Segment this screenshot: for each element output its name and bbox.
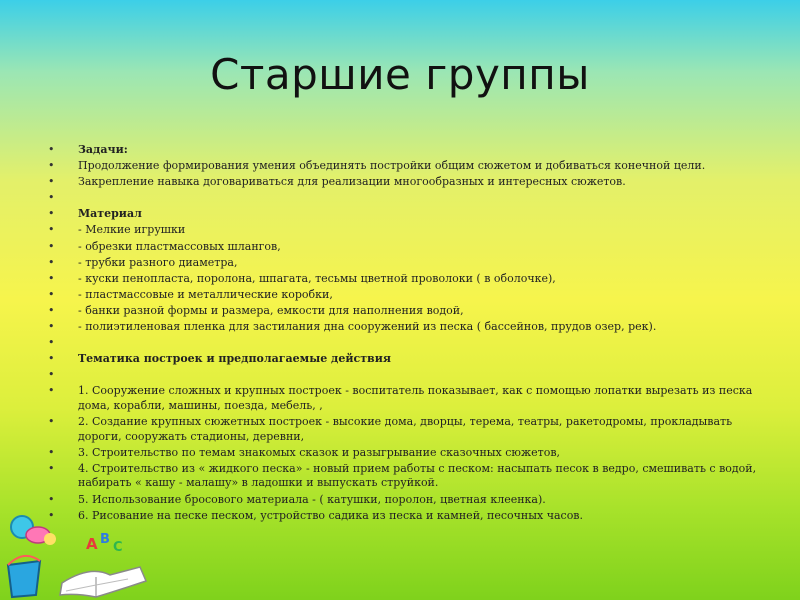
bullet-item: [48, 207, 768, 222]
bullet-text: - трубки разного диаметра,: [78, 255, 238, 269]
bullet-text: Закрепление навыка договариваться для реализации многообразных и интересных сюжетов.: [78, 175, 626, 189]
bullet-item: [48, 191, 768, 206]
bullet-text: Тематика построек и предполагаемые действия: [78, 352, 391, 366]
bullet-text: Продолжение формирования умения объединять постройки общим сюжетом и добиваться конечной цели.: [78, 159, 706, 173]
bullet-item: [48, 415, 768, 444]
bullet-text: - обрезки пластмассовых шлангов,: [78, 239, 281, 253]
letter-a: A: [86, 535, 98, 553]
bullet-text: [78, 191, 768, 206]
bullet-marker: •: [48, 175, 55, 189]
bullet-text: - полиэтиленовая пленка для застилания дна сооружений из песка ( бассейнов, прудов озер, рек).: [78, 320, 657, 334]
bullet-item: [48, 446, 768, 461]
bullet-marker: •: [48, 352, 55, 366]
bullet-marker: •: [48, 255, 55, 269]
bullet-item: [48, 223, 768, 238]
letter-c: C: [113, 540, 123, 555]
bullet-marker: •: [48, 207, 55, 221]
sandbox-clipart: [0, 505, 160, 600]
bullet-item: [48, 462, 768, 491]
bullet-text: 4. Строительство из « жидкого песка» - новый прием работы с песком: насыпать песок в ведро, смешивать с водой, набирать « кашу - малашу» в ладошки и выпускать струйкой.: [78, 461, 757, 490]
slide-title: Старшие группы: [210, 50, 590, 99]
bullet-item: [48, 175, 768, 190]
bullet-text: 6. Рисование на песке песком, устройство садика из песка и камней, песочных часов.: [78, 508, 584, 522]
bullet-text: 3. Строительство по темам знакомых сказок и разыгрывание сказочных сюжетов,: [78, 445, 561, 459]
bullet-item: [48, 304, 768, 319]
bullet-marker: •: [48, 159, 55, 173]
bullet-item: [48, 272, 768, 287]
bullet-marker: •: [48, 303, 55, 317]
bullet-item: [48, 368, 768, 383]
bullet-marker: •: [48, 239, 55, 253]
bullet-marker: •: [48, 508, 55, 522]
bullet-text: - пластмассовые и металлические коробки,: [78, 287, 333, 301]
bullet-marker: •: [48, 320, 55, 334]
bullet-item: [48, 384, 768, 413]
bullet-text: [78, 368, 768, 383]
bullet-marker: •: [48, 191, 55, 205]
bullet-marker: •: [48, 143, 55, 156]
bullet-text: 1. Сооружение сложных и крупных построек - воспитатель показывает, как с помощью лопатки вырезать из песка дома, корабли, машины, поезда, мебель, ,: [78, 384, 753, 412]
bullet-item: [48, 320, 768, 335]
bullet-item: [48, 256, 768, 271]
bullet-item: [48, 288, 768, 303]
bullet-item: [48, 143, 768, 158]
bullet-item: [48, 240, 768, 255]
bullet-item: [48, 336, 768, 351]
bullet-text: - куски пенопласта, поролона, шпагата, тесьмы цветной проволоки ( в оболочке),: [78, 271, 556, 285]
open-book-icon: [60, 567, 146, 597]
bullet-marker: •: [48, 336, 55, 350]
bullet-marker: •: [48, 223, 55, 237]
bucket-icon: [8, 556, 40, 597]
bullet-marker: •: [48, 492, 55, 506]
bullet-text: 2. Создание крупных сюжетных построек - высокие дома, дворцы, терема, театры, ракетодромы, прокладывать дороги, сооружать стадионы, деревни,: [78, 415, 733, 443]
bullet-text: [78, 336, 768, 351]
bullet-marker: •: [48, 415, 55, 429]
bullet-text: Задачи:: [78, 143, 128, 156]
pacifier-icon: [11, 516, 56, 545]
letter-b: B: [100, 532, 110, 547]
abc-letters-icon: [86, 532, 123, 555]
bullet-text: - Мелкие игрушки: [78, 223, 186, 237]
bullet-marker: •: [48, 384, 55, 398]
bullet-marker: •: [48, 287, 55, 301]
bullet-marker: •: [48, 271, 55, 285]
bullet-item: [48, 352, 768, 367]
bullet-item: [48, 159, 768, 174]
bullet-text: Материал: [78, 207, 142, 221]
bullet-marker: •: [48, 461, 55, 475]
bullet-marker: •: [48, 445, 55, 459]
bullet-marker: •: [48, 368, 55, 382]
bullet-text: - банки разной формы и размера, емкости для наполнения водой,: [78, 303, 464, 317]
bullet-text: 5. Использование бросового материала - ( катушки, поролон, цветная клеенка).: [78, 492, 546, 506]
slide-content: [48, 143, 768, 525]
